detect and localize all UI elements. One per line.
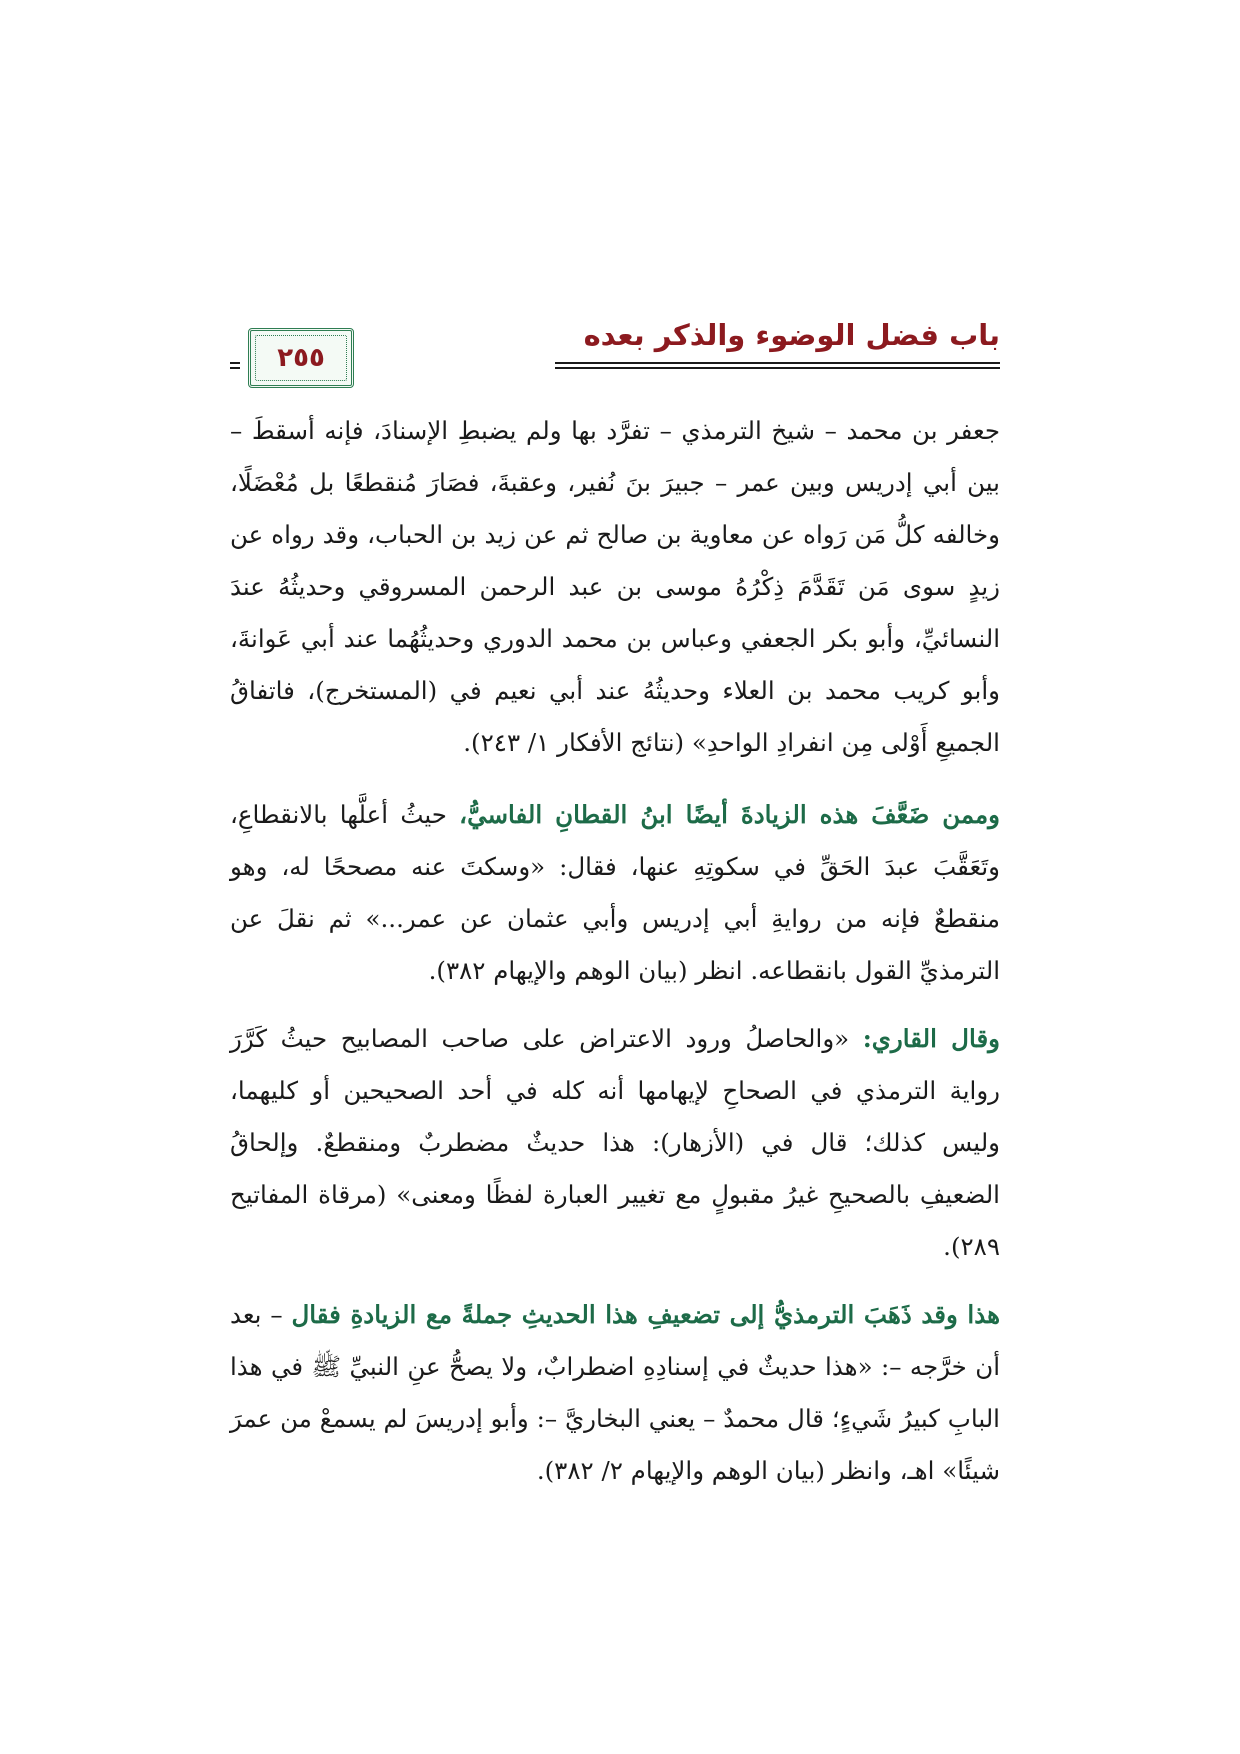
page-number-frame bbox=[248, 328, 354, 388]
header-rule-bottom bbox=[555, 367, 1000, 369]
paragraph-1 bbox=[230, 405, 1000, 769]
chapter-title: باب فضل الوضوء والذكر بعده bbox=[583, 318, 1000, 352]
paragraph-3 bbox=[230, 1013, 1000, 1273]
paragraph-4-text: – بعد أن خرَّجه –: «هذا حديثٌ في إسنادِهِ اضطرابٌ، ولا يصحُّ عنِ النبيِّ ﷺ في هذا البابِ كبيرُ شَيءٍ؛ قال محمدٌ – يعني البخاريَّ –: وأبو إدريسَ لم يسمعْ من عمرَ شيئًا» اهـ، وانظر (بيان الوهم والإيهام ٢/ ٣٨٢). bbox=[230, 1300, 1000, 1485]
paragraph-2 bbox=[230, 789, 1000, 997]
header-rule-bottom-left bbox=[230, 367, 240, 369]
page-body bbox=[230, 405, 1000, 1513]
paragraph-4-highlight: هذا وقد ذَهَبَ الترمذيُّ إلى تضعيفِ هذا الحديثِ جملةً مع الزيادةِ فقال bbox=[291, 1300, 1000, 1329]
paragraph-3-text: «والحاصلُ ورود الاعتراض على صاحب المصابيح حيثُ كَرَّرَ رواية الترمذي في الصحاحِ لإيهامها أنه كله في أحد الصحيحين أو كليهما، وليس كذلك؛ قال في (الأزهار): هذا حديثٌ مضطربٌ ومنقطعٌ. وإلحاقُ الضعيفِ بالصحيحِ غيرُ مقبولٍ مع تغيير العبارة لفظًا ومعنى» (مرقاة المفاتيح ٢٨٩). bbox=[230, 1024, 1000, 1261]
page-header bbox=[230, 318, 1000, 388]
header-rule-top bbox=[555, 362, 1000, 364]
paragraph-2-highlight: وممن ضَعَّفَ هذه الزيادةَ أيضًا ابنُ القطانِ الفاسيُّ، bbox=[459, 800, 1000, 829]
header-rule-top-left bbox=[230, 362, 240, 364]
paragraph-2-text: حيثُ أعلَّها بالانقطاعِ، وتَعَقَّبَ عبدَ الحَقِّ في سكوتِهِ عنها، فقال: «وسكتَ عنه مصححًا له، وهو منقطعٌ فإنه من روايةِ أبي إدريس وأبي عثمان عن عمر...» ثم نقلَ عن الترمذيِّ القول بانقطاعه. انظر (بيان الوهم والإيهام ٣٨٢). bbox=[230, 800, 1000, 985]
paragraph-4 bbox=[230, 1289, 1000, 1497]
paragraph-1-text: جعفر بن محمد – شيخ الترمذي – تفرَّد بها ولم يضبطِ الإسنادَ، فإنه أسقطَ – بين أبي إدريس وبين عمر – جبيرَ بنَ نُفير، وعقبةَ، فصَارَ مُنقطعًا بل مُعْضَلًا، وخالفه كلُّ مَن رَواه عن معاوية بن صالح ثم عن زيد بن الحباب، وقد رواه عن زيدٍ سوى مَن تَقَدَّمَ ذِكْرُهُ موسى بن عبد الرحمن المسروقي وحديثُهُ عندَ النسائيِّ، وأبو بكر الجعفي وعباس بن محمد الدوري وحديثُهُما عند أبي عَوانةَ، وأبو كريب محمد بن العلاء وحديثُهُ عند أبي نعيم في (المستخرج)، فاتفاقُ الجميعِ أَوْلى مِن انفرادِ الواحدِ» (نتائج الأفكار ١/ ٢٤٣). bbox=[230, 416, 1000, 757]
page-number: ٢٥٥ bbox=[277, 343, 325, 373]
paragraph-3-highlight: وقال القاري: bbox=[862, 1024, 1000, 1053]
